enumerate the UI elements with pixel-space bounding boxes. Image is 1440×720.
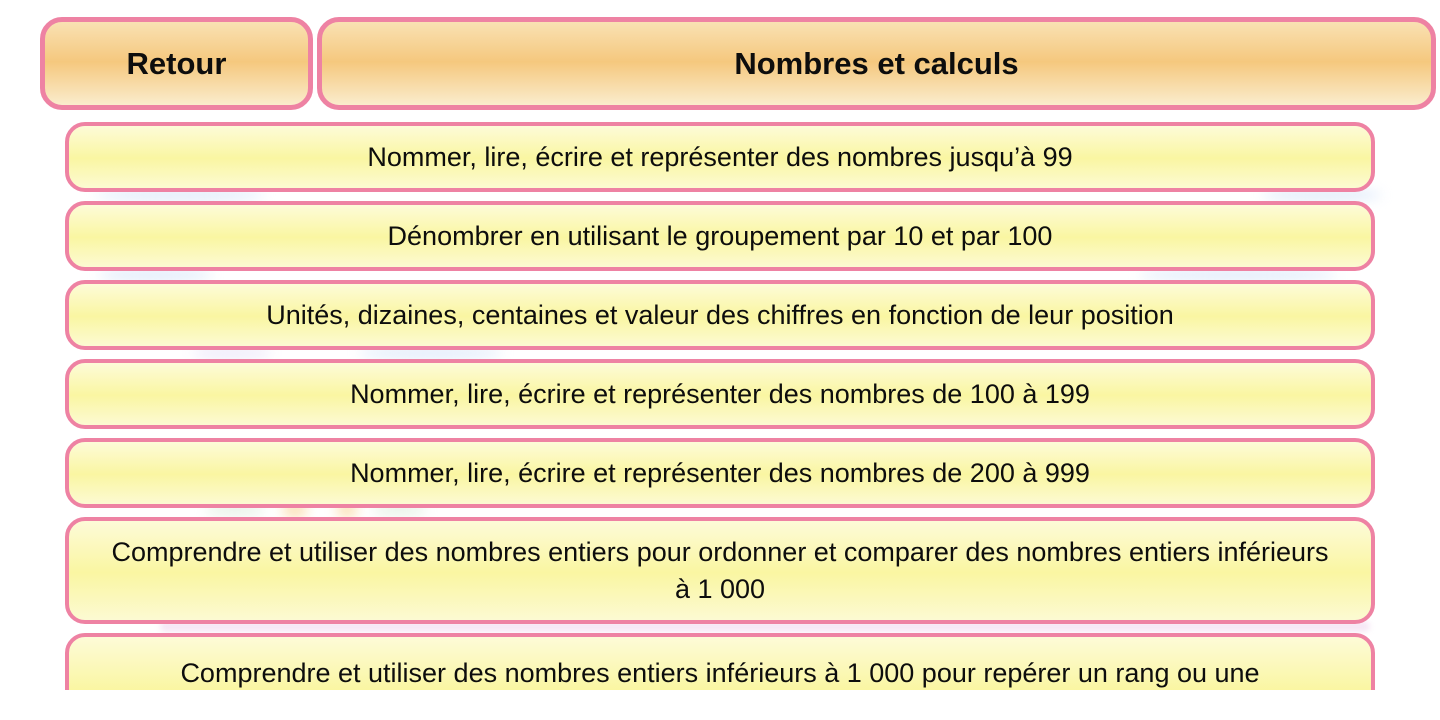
lesson-list	[65, 122, 1375, 690]
lesson-item-nombres-200-999[interactable]	[65, 438, 1375, 508]
lesson-item-unites-dizaines-centaines[interactable]	[65, 280, 1375, 350]
lesson-item-label: Nommer, lire, écrire et représenter des nombres jusqu’à 99	[367, 141, 1073, 172]
back-button-label: Retour	[126, 45, 227, 81]
lesson-item-label: Unités, dizaines, centaines et valeur des chiffres en fonction de leur position	[266, 299, 1174, 330]
lesson-item-label: Comprendre et utiliser des nombres entiers pour ordonner et comparer des nombres entiers inférieurs à 1 000	[111, 537, 1329, 604]
lesson-item-groupement-10-100[interactable]	[65, 201, 1375, 271]
back-button[interactable]	[40, 17, 313, 110]
lesson-item-ordonner-comparer[interactable]	[65, 517, 1375, 624]
lesson-item-label: Comprendre et utiliser des nombres entiers inférieurs à 1 000 pour repérer un rang ou une	[180, 658, 1260, 688]
lesson-item-label: Dénombrer en utilisant le groupement par 10 et par 100	[387, 220, 1053, 251]
lesson-item-reperer-rang[interactable]	[65, 633, 1375, 690]
lesson-item-nombres-jusqua-99[interactable]	[65, 122, 1375, 192]
page-title-label: Nombres et calculs	[734, 45, 1019, 81]
lesson-item-nombres-100-199[interactable]	[65, 359, 1375, 429]
lesson-item-label: Nommer, lire, écrire et représenter des nombres de 200 à 999	[350, 457, 1090, 488]
lesson-item-label: Nommer, lire, écrire et représenter des nombres de 100 à 199	[350, 378, 1090, 409]
page-title	[317, 17, 1436, 110]
